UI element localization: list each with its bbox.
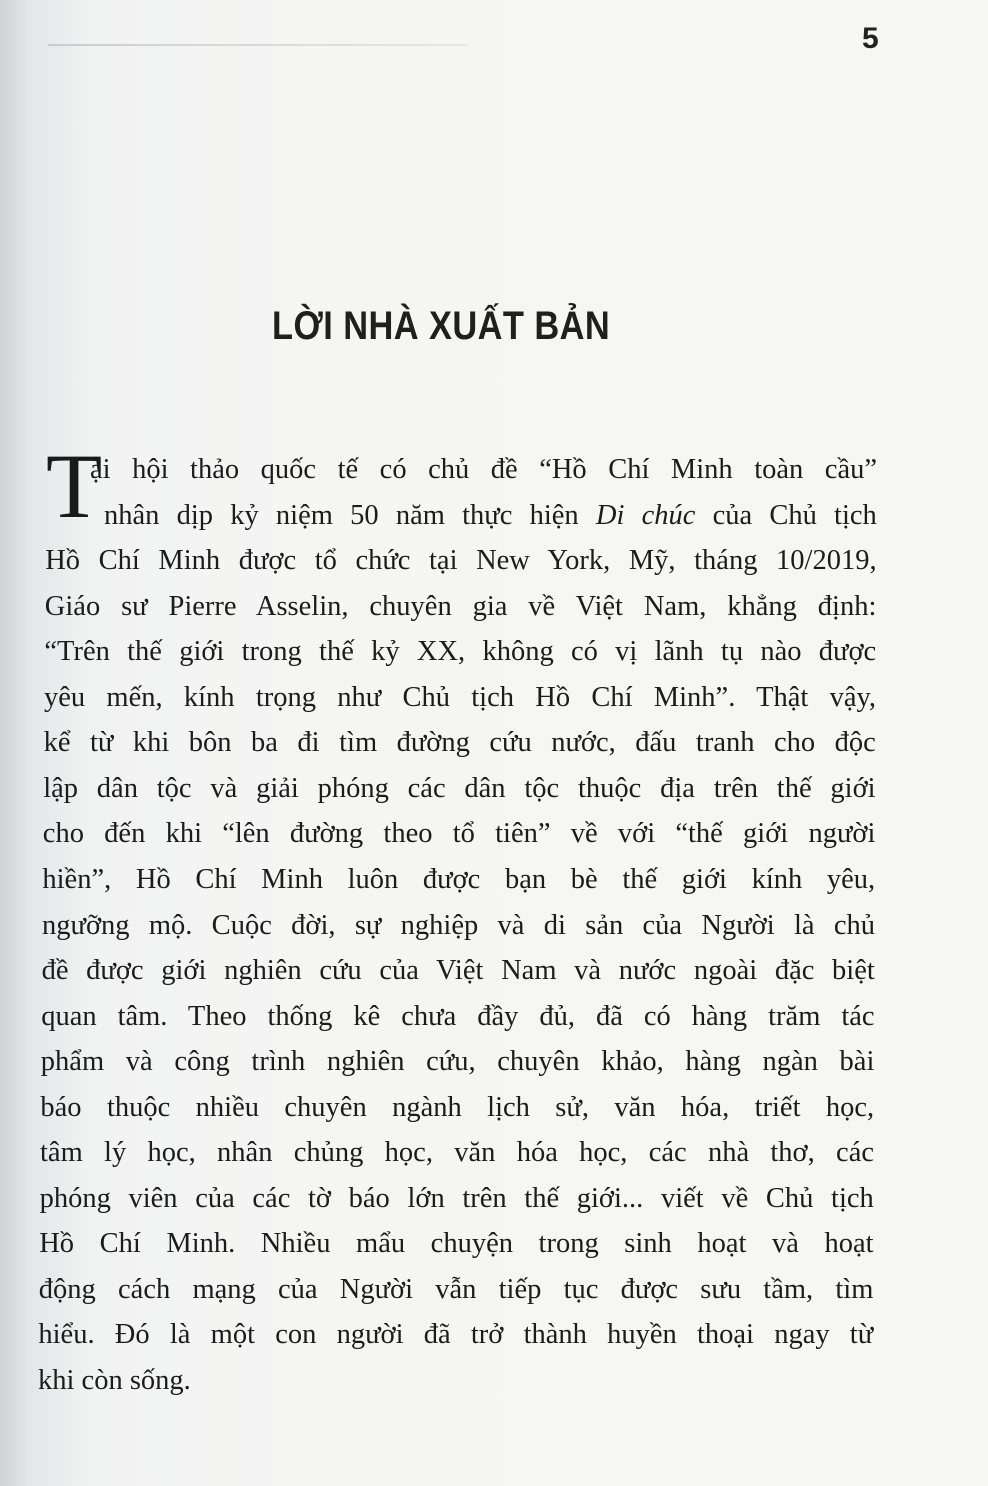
page-title: LỜI NHÀ XUẤT BẢN xyxy=(272,304,611,348)
text-line: lập dân tộc và giải phóng các dân tộc thuộc địa trên thế giới xyxy=(43,772,876,804)
text-line: “Trên thế giới trong thế kỷ XX, không có vị lãnh tụ nào được xyxy=(44,636,877,668)
text-line: Hồ Chí Minh được tổ chức tại New York, Mỹ, tháng 10/2019, xyxy=(45,545,877,577)
text-line: tâm lý học, nhân chủng học, văn hóa học, các nhà thơ, các xyxy=(40,1137,874,1169)
text-line: hiểu. Đó là một con người đã trở thành huyền thoại ngay từ xyxy=(38,1319,874,1351)
text-line: yêu mến, kính trọng như Chủ tịch Hồ Chí Minh”. Thật vậy, xyxy=(44,681,876,713)
text-line: Giáo sư Pierre Asselin, chuyên gia về Việt Nam, khẳng định: xyxy=(44,590,877,622)
text-line: ại hội thảo quốc tế có chủ đề “Hồ Chí Minh toàn cầu” xyxy=(90,454,877,485)
drop-cap: T xyxy=(46,435,103,537)
header-rule xyxy=(48,44,468,46)
text-line: hiền”, Hồ Chí Minh luôn được bạn bè thế giới kính yêu, xyxy=(42,863,876,895)
text-line: kể từ khi bôn ba đi tìm đường cứu nước, đấu tranh cho độc xyxy=(43,727,876,759)
text-line: phóng viên của các tờ báo lớn trên thế giới... viết về Chủ tịch xyxy=(39,1182,874,1214)
text-line: ngưỡng mộ. Cuộc đời, sự nghiệp và di sản của Người là chủ xyxy=(42,909,875,941)
text-line: quan tâm. Theo thống kê chưa đầy đủ, đã có hàng trăm tác xyxy=(41,1000,875,1032)
italic-title: Di chúc xyxy=(595,499,696,531)
text-line: báo thuộc nhiều chuyên ngành lịch sử, văn hóa, triết học, xyxy=(40,1091,875,1123)
text-line: khi còn sống. xyxy=(38,1365,191,1396)
text-line: phẩm và công trình nghiên cứu, chuyên khảo, hàng ngàn bài xyxy=(40,1046,875,1078)
text-line: Hồ Chí Minh. Nhiều mẩu chuyện trong sinh hoạt và hoạt xyxy=(39,1228,874,1260)
page-number: 5 xyxy=(862,22,879,55)
text-line: nhân dịp kỷ niệm 50 năm thực hiện Di chúc của Chủ tịch xyxy=(104,499,877,531)
text-line: đề được giới nghiên cứu của Việt Nam và nước ngoài đặc biệt xyxy=(41,955,875,987)
text-line: động cách mạng của Người vẫn tiếp tục được sưu tầm, tìm xyxy=(38,1273,874,1305)
text-line: cho đến khi “lên đường theo tổ tiên” về với “thế giới người xyxy=(42,818,876,850)
